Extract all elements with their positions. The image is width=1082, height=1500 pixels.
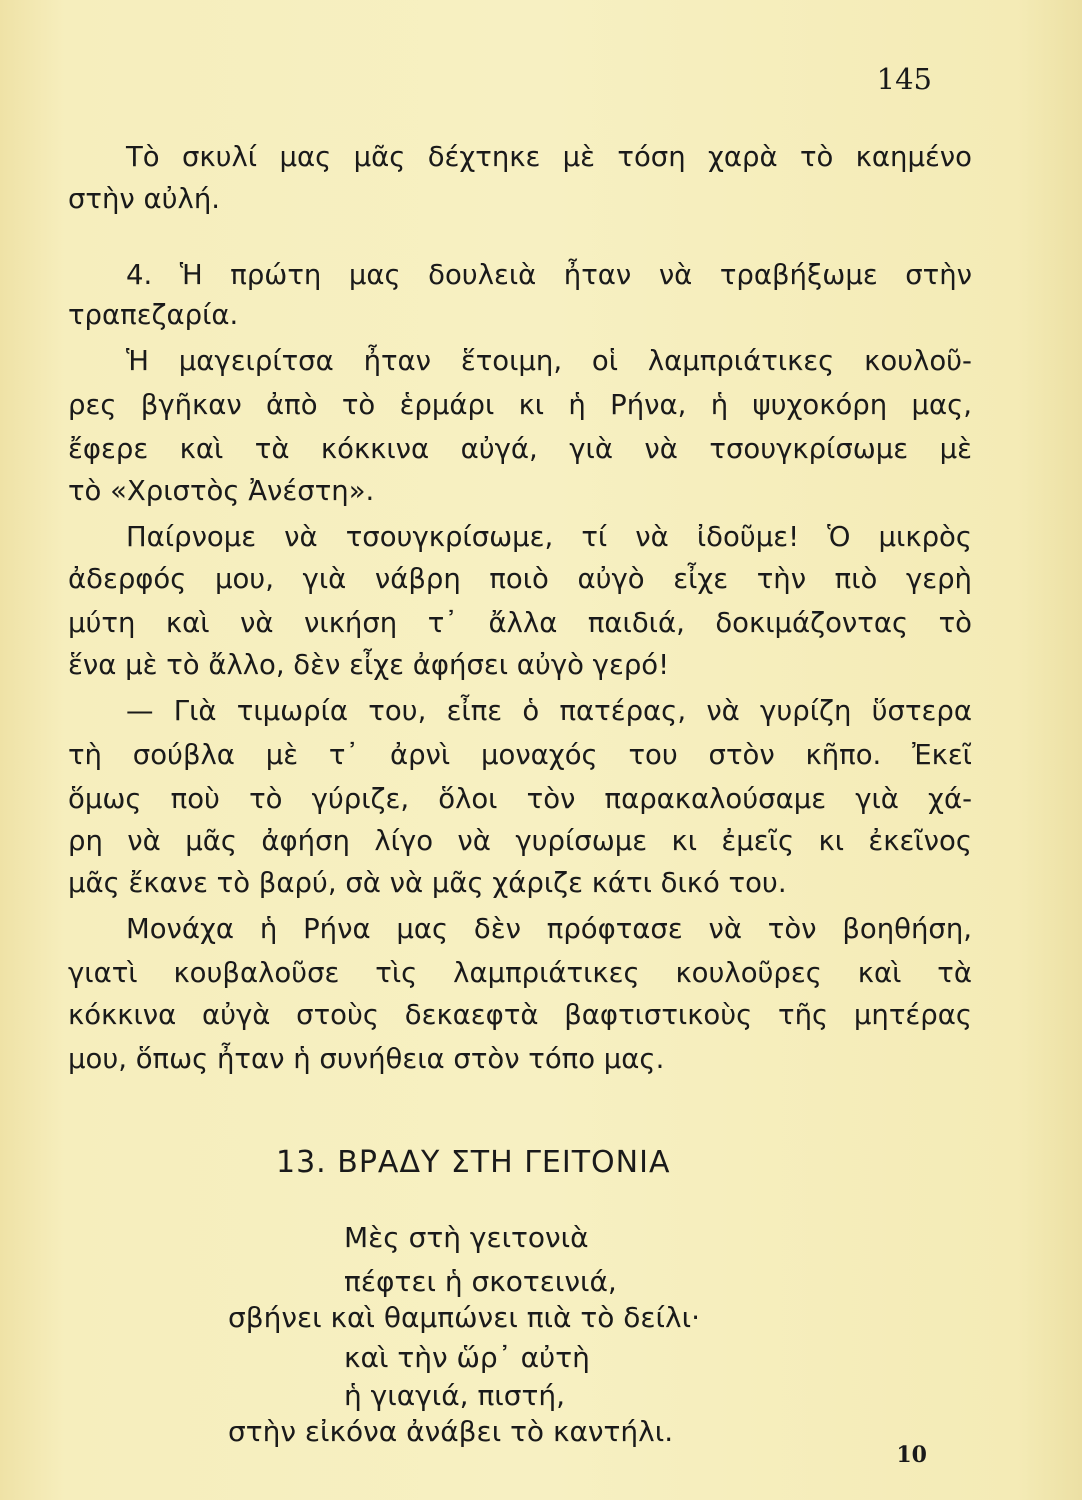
poem-line: Μὲς στὴ γειτονιὰ: [344, 1221, 589, 1254]
poem-line: στὴν εἰκόνα ἀνάβει τὸ καντήλι.: [228, 1415, 674, 1448]
poem-line: σβήνει καὶ θαμπώνει πιὰ τὸ δείλι·: [228, 1301, 700, 1334]
text-line: μᾶς ἔκανε τὸ βαρύ, σὰ νὰ μᾶς χάριζε κάτι δικό του.: [68, 867, 787, 899]
text-line: κόκκινα αὐγὰ στοὺς δεκαεφτὰ βαφτιστικοὺς τῆς μητέρας: [68, 999, 972, 1031]
text-line: ρη νὰ μᾶς ἀφήση λίγο νὰ γυρίσωμε κι ἐμεῖς κι ἐκεῖνος: [68, 825, 972, 857]
text-line: ἀδερφός μου, γιὰ νάβρη ποιὸ αὐγὸ εἶχε τὴν πιὸ γερὴ: [68, 563, 972, 595]
text-line: Μονάχα ἡ Ρήνα μας δὲν πρόφτασε νὰ τὸν βοηθήση,: [126, 913, 972, 945]
text-line: ἔφερε καὶ τὰ κόκκινα αὐγά, γιὰ νὰ τσουγκρίσωμε μὲ: [68, 433, 972, 465]
text-line: μου, ὅπως ἦταν ἡ συνήθεια στὸν τόπο μας.: [68, 1043, 665, 1075]
text-line: Ἡ μαγειρίτσα ἦταν ἕτοιμη, οἱ λαμπριάτικες κουλοῦ-: [126, 345, 972, 377]
text-line: 4. Ἡ πρώτη μας δουλειὰ ἦταν νὰ τραβήξωμε στὴν: [126, 259, 972, 291]
chapter-title: 13. ΒΡΑΔΥ ΣΤΗ ΓΕΙΤΟΝΙΑ: [276, 1145, 671, 1180]
text-line: μύτη καὶ νὰ νικήση τ᾿ ἄλλα παιδιά, δοκιμάζοντας τὸ: [68, 607, 972, 639]
poem-line: πέφτει ἡ σκοτεινιά,: [344, 1265, 617, 1298]
page-number: 145: [876, 62, 932, 96]
text-line: τραπεζαρία.: [68, 299, 239, 331]
poem-line: καὶ τὴν ὥρ᾿ αὐτὴ: [344, 1341, 590, 1374]
text-line: ὅμως ποὺ τὸ γύριζε, ὅλοι τὸν παρακαλούσαμε γιὰ χά-: [68, 783, 972, 815]
text-line: στὴν αὐλή.: [68, 183, 221, 215]
text-line: ρες βγῆκαν ἀπὸ τὸ ἑρμάρι κι ἡ Ρήνα, ἡ ψυχοκόρη μας,: [68, 389, 972, 421]
poem-line: ἡ γιαγιά, πιστή,: [344, 1379, 566, 1412]
text-line: — Γιὰ τιμωρία του, εἶπε ὁ πατέρας, νὰ γυρίζη ὕστερα: [126, 695, 972, 727]
signature-mark: 10: [896, 1442, 927, 1468]
text-line: τὴ σούβλα μὲ τ᾿ ἀρνὶ μοναχός του στὸν κῆπο. Ἐκεῖ: [68, 739, 972, 771]
text-line: ἕνα μὲ τὸ ἄλλο, δὲν εἶχε ἀφήσει αὐγὸ γερό!: [68, 649, 670, 681]
text-line: Παίρνομε νὰ τσουγκρίσωμε, τί νὰ ἰδοῦμε! Ὁ μικρὸς: [126, 521, 972, 553]
text-line: τὸ «Χριστὸς Ἀνέστη».: [68, 475, 375, 507]
text-line: Τὸ σκυλί μας μᾶς δέχτηκε μὲ τόση χαρὰ τὸ καημένο: [126, 141, 972, 173]
text-line: γιατὶ κουβαλοῦσε τὶς λαμπριάτικες κουλοῦρες καὶ τὰ: [68, 957, 972, 989]
